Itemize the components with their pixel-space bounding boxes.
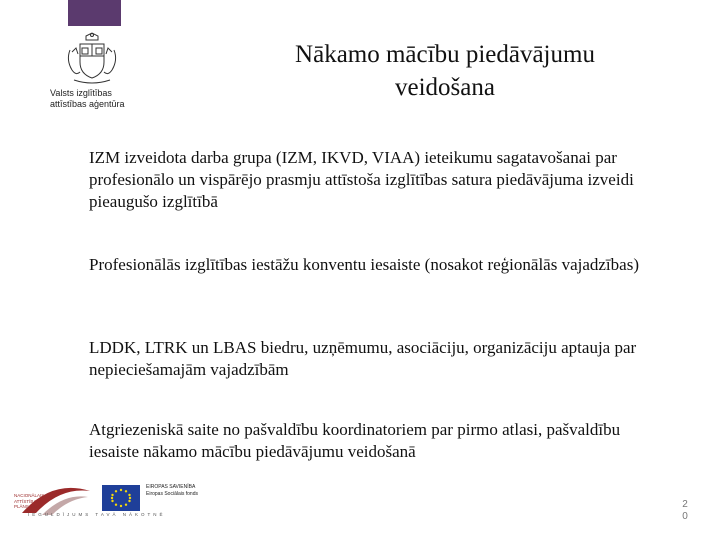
page-number [680,499,690,523]
eu-text: EIROPAS SAVIENĪBA Eiropas Sociālais fonds [146,484,198,497]
coat-of-arms-icon [62,32,122,86]
bullet-item-1: IZM izveidota darba grupa (IZM, IKVD, VIAA) ieteikumu sagatavošanai par profesionālo un vispārējo prasmju attīstoša izglītības satura piedāvājuma izveidi pieaugušo izglītībā [89,148,634,211]
bullet-item-2: Profesionālās izglītības iestāžu konventu iesaiste (nosakot reģionālās vajadzības) [89,255,639,274]
agency-name-line2: attīstības aģentūra [50,99,125,109]
footer-slogan: IEGULDĪJUMS TAVĀ NĀKOTNĒ [28,512,166,517]
bullet-item-4: Atgriezeniskā saite no pašvaldību koordinatoriem par pirmo atlasi, pašvaldību iesaiste nākamo mācību piedāvājumu veidošanā [89,420,621,461]
page-number-digit2: 0 [682,511,688,522]
eu-flag-icon [102,485,140,511]
agency-name-line1: Valsts izglītības [50,88,112,98]
footer-logos [12,480,212,530]
bullet-item-3: LDDK, LTRK un LBAS biedru, uzņēmumu, asociāciju, organizāciju aptauja par nepieciešamajām vajadzībām [89,338,637,379]
nap-text: NACIONĀLAIS ATTĪSTĪBAS PLĀNS 2020 [14,493,45,509]
header-accent-bar [68,0,121,26]
agency-logo [50,32,136,116]
page-title-line1: Nākamo mācību piedāvājumu [295,41,595,68]
eu-logo [102,483,207,513]
agency-name [50,88,140,110]
page-title [240,38,650,104]
page-number-digit1: 2 [682,499,688,510]
page-title-line2: veidošana [395,74,495,101]
